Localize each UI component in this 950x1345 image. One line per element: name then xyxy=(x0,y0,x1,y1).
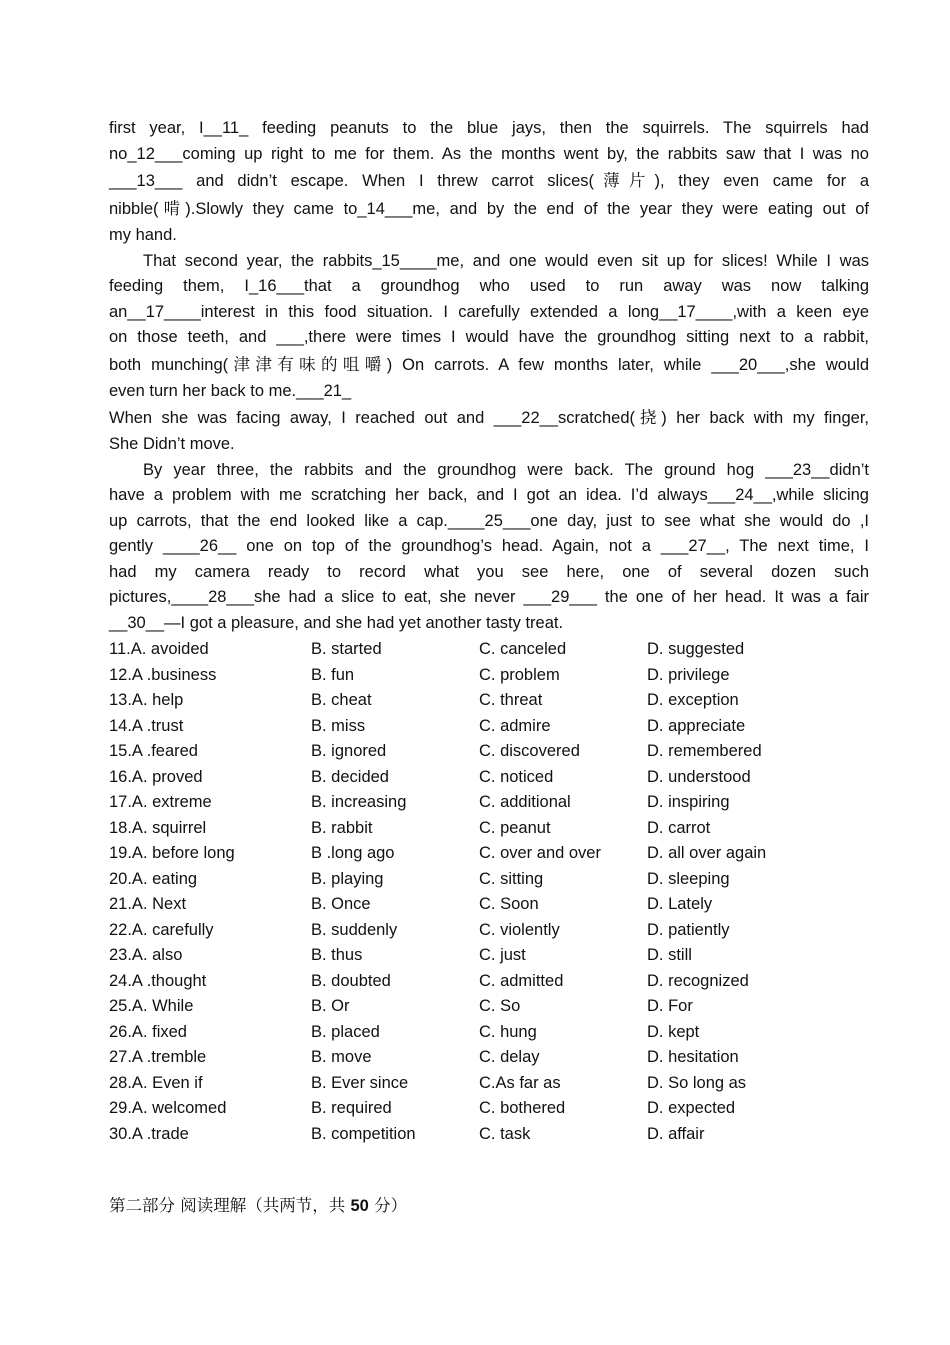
option-a: 30.A .trade xyxy=(109,1124,189,1143)
option-b: B. competition xyxy=(311,1124,416,1143)
passage-line: no_12___coming up right to me for them. As the months went by, the rabbits saw that I was no xyxy=(109,144,869,163)
passage-line: my hand. xyxy=(109,226,177,244)
option-a: 20.A. eating xyxy=(109,869,198,888)
option-b: B. cheat xyxy=(311,691,372,709)
option-c: C. canceled xyxy=(479,640,567,658)
option-a: 25.A. While xyxy=(109,997,194,1015)
option-b: B. suddenly xyxy=(311,920,398,939)
option-a: 12.A .business xyxy=(109,665,217,684)
option-c: C. Soon xyxy=(479,895,539,913)
option-c: C. So xyxy=(479,997,521,1015)
option-d: D. kept xyxy=(647,1022,700,1041)
option-b: B. doubted xyxy=(311,971,391,990)
option-c: C. admire xyxy=(479,716,551,735)
option-d: D. exception xyxy=(647,691,739,709)
option-a: 24.A .thought xyxy=(109,971,207,990)
option-c: C. hung xyxy=(479,1022,537,1041)
option-c: C. admitted xyxy=(479,971,564,990)
passage-line: up carrots, that the end looked like a cap.____25___one day, just to see what she would do ,I xyxy=(109,511,869,530)
option-a: 15.A .feared xyxy=(109,742,198,760)
option-b: B. rabbit xyxy=(311,818,373,837)
option-c: C. delay xyxy=(479,1048,540,1066)
option-c: C. sitting xyxy=(479,869,544,888)
section-heading xyxy=(109,1192,407,1216)
option-b: B .long ago xyxy=(311,844,395,862)
option-c: C. just xyxy=(479,946,526,964)
passage-line: first year, I__11_ feeding peanuts to the blue jays, then the squirrels. The squirrels had xyxy=(109,119,869,137)
option-b: B. fun xyxy=(311,665,355,684)
option-d: D. privilege xyxy=(647,665,730,684)
option-b: B. required xyxy=(311,1099,392,1117)
option-c: C. violently xyxy=(479,920,560,939)
option-a: 18.A. squirrel xyxy=(109,818,207,837)
option-b: B. Or xyxy=(311,997,350,1015)
passage-line: __30__—I got a pleasure, and she had yet another tasty treat. xyxy=(109,613,564,632)
passage-line: an__17____interest in this food situation. I carefully extended a long__17____,with a keen eye xyxy=(109,302,869,321)
passage-line: ___13___ and didn’t escape. When I threw carrot slices(薄片), they even came for a xyxy=(109,172,869,190)
option-c: C. threat xyxy=(479,691,543,709)
option-d: D. hesitation xyxy=(647,1048,739,1066)
passage-line: pictures,____28___she had a slice to eat, she never ___29___ the one of her head. It was a fair xyxy=(109,588,869,606)
option-a: 28.A. Even if xyxy=(109,1073,203,1092)
option-a: 17.A. extreme xyxy=(109,793,212,811)
option-c: C. problem xyxy=(479,665,560,684)
option-c: C. bothered xyxy=(479,1099,566,1117)
option-d: D. suggested xyxy=(647,640,745,658)
option-a: 26.A. fixed xyxy=(109,1022,187,1041)
option-b: B. Once xyxy=(311,895,371,913)
option-d: D. sleeping xyxy=(647,869,730,888)
passage-line: That second year, the rabbits_15____me, and one would even sit up for slices! While I was xyxy=(143,251,869,270)
passage-line: When she was facing away, I reached out and ___22__scratched(挠) her back with my finger, xyxy=(109,409,869,427)
option-b: B. decided xyxy=(311,767,389,786)
option-a: 21.A. Next xyxy=(109,895,187,913)
option-a: 23.A. also xyxy=(109,946,183,964)
option-a: 11.A. avoided xyxy=(109,640,209,658)
option-c: C.As far as xyxy=(479,1073,561,1092)
section-label-end: 分） xyxy=(368,1196,408,1215)
option-d: D. understood xyxy=(647,767,751,786)
section-label: 第二部分 阅读理解（共两节，共 xyxy=(109,1196,351,1215)
option-a: 13.A. help xyxy=(109,691,184,709)
option-d: D. expected xyxy=(647,1099,736,1117)
passage-line: nibble(啃).Slowly they came to_14___me, and by the end of the year they were eating out of xyxy=(109,200,869,218)
option-b: B. ignored xyxy=(311,742,387,760)
passage-line: By year three, the rabbits and the groundhog were back. The ground hog ___23__didn’t xyxy=(143,460,869,479)
passage-line: on those teeth, and ___,there were times I would have the groundhog sitting next to a rabbit, xyxy=(109,328,869,346)
option-d: D. still xyxy=(647,946,692,964)
option-d: D. inspiring xyxy=(647,793,730,811)
option-c: C. task xyxy=(479,1124,531,1143)
option-b: B. thus xyxy=(311,946,363,964)
passage-line: both munching(津津有味的咀嚼) On carrots. A few months later, while ___20___,she would xyxy=(109,355,869,374)
option-b: B. placed xyxy=(311,1022,380,1041)
option-a: 14.A .trust xyxy=(109,716,184,735)
option-d: D. patiently xyxy=(647,920,730,939)
section-points: 50 xyxy=(350,1197,369,1215)
option-d: D. affair xyxy=(647,1124,705,1143)
option-c: C. additional xyxy=(479,793,571,811)
cloze-passage xyxy=(109,116,869,636)
passage-line: had my camera ready to record what you see here, one of several dozen such xyxy=(109,562,869,581)
passage-line: even turn her back to me.___21_ xyxy=(109,381,352,400)
option-d: D. carrot xyxy=(647,818,711,837)
option-a: 19.A. before long xyxy=(109,844,235,862)
option-b: B. move xyxy=(311,1048,372,1066)
passage-line: She Didn’t move. xyxy=(109,435,235,453)
option-d: D. appreciate xyxy=(647,716,746,735)
option-b: B. Ever since xyxy=(311,1073,409,1092)
option-a: 22.A. carefully xyxy=(109,920,214,939)
passage-line: gently ____26__ one on top of the groundhog’s head. Again, not a ___27__, The next time, I xyxy=(109,537,869,555)
option-d: D. remembered xyxy=(647,742,762,760)
option-c: C. noticed xyxy=(479,767,554,786)
option-b: B. started xyxy=(311,640,382,658)
passage-line: have a problem with me scratching her back, and I got an idea. I’d always___24__,while slicing xyxy=(109,486,869,504)
option-a: 16.A. proved xyxy=(109,767,203,786)
option-b: B. increasing xyxy=(311,793,407,811)
option-a: 27.A .tremble xyxy=(109,1048,207,1066)
option-d: D. For xyxy=(647,997,693,1015)
option-b: B. miss xyxy=(311,716,366,735)
option-d: D. Lately xyxy=(647,895,713,913)
option-c: C. peanut xyxy=(479,818,551,837)
option-d: D. recognized xyxy=(647,971,749,990)
option-d: D. So long as xyxy=(647,1073,747,1092)
option-a: 29.A. welcomed xyxy=(109,1099,227,1117)
passage-line: feeding them, I_16___that a groundhog who used to run away was now talking xyxy=(109,277,869,295)
option-c: C. discovered xyxy=(479,742,580,760)
option-d: D. all over again xyxy=(647,844,767,862)
option-c: C. over and over xyxy=(479,844,601,862)
option-b: B. playing xyxy=(311,869,384,888)
